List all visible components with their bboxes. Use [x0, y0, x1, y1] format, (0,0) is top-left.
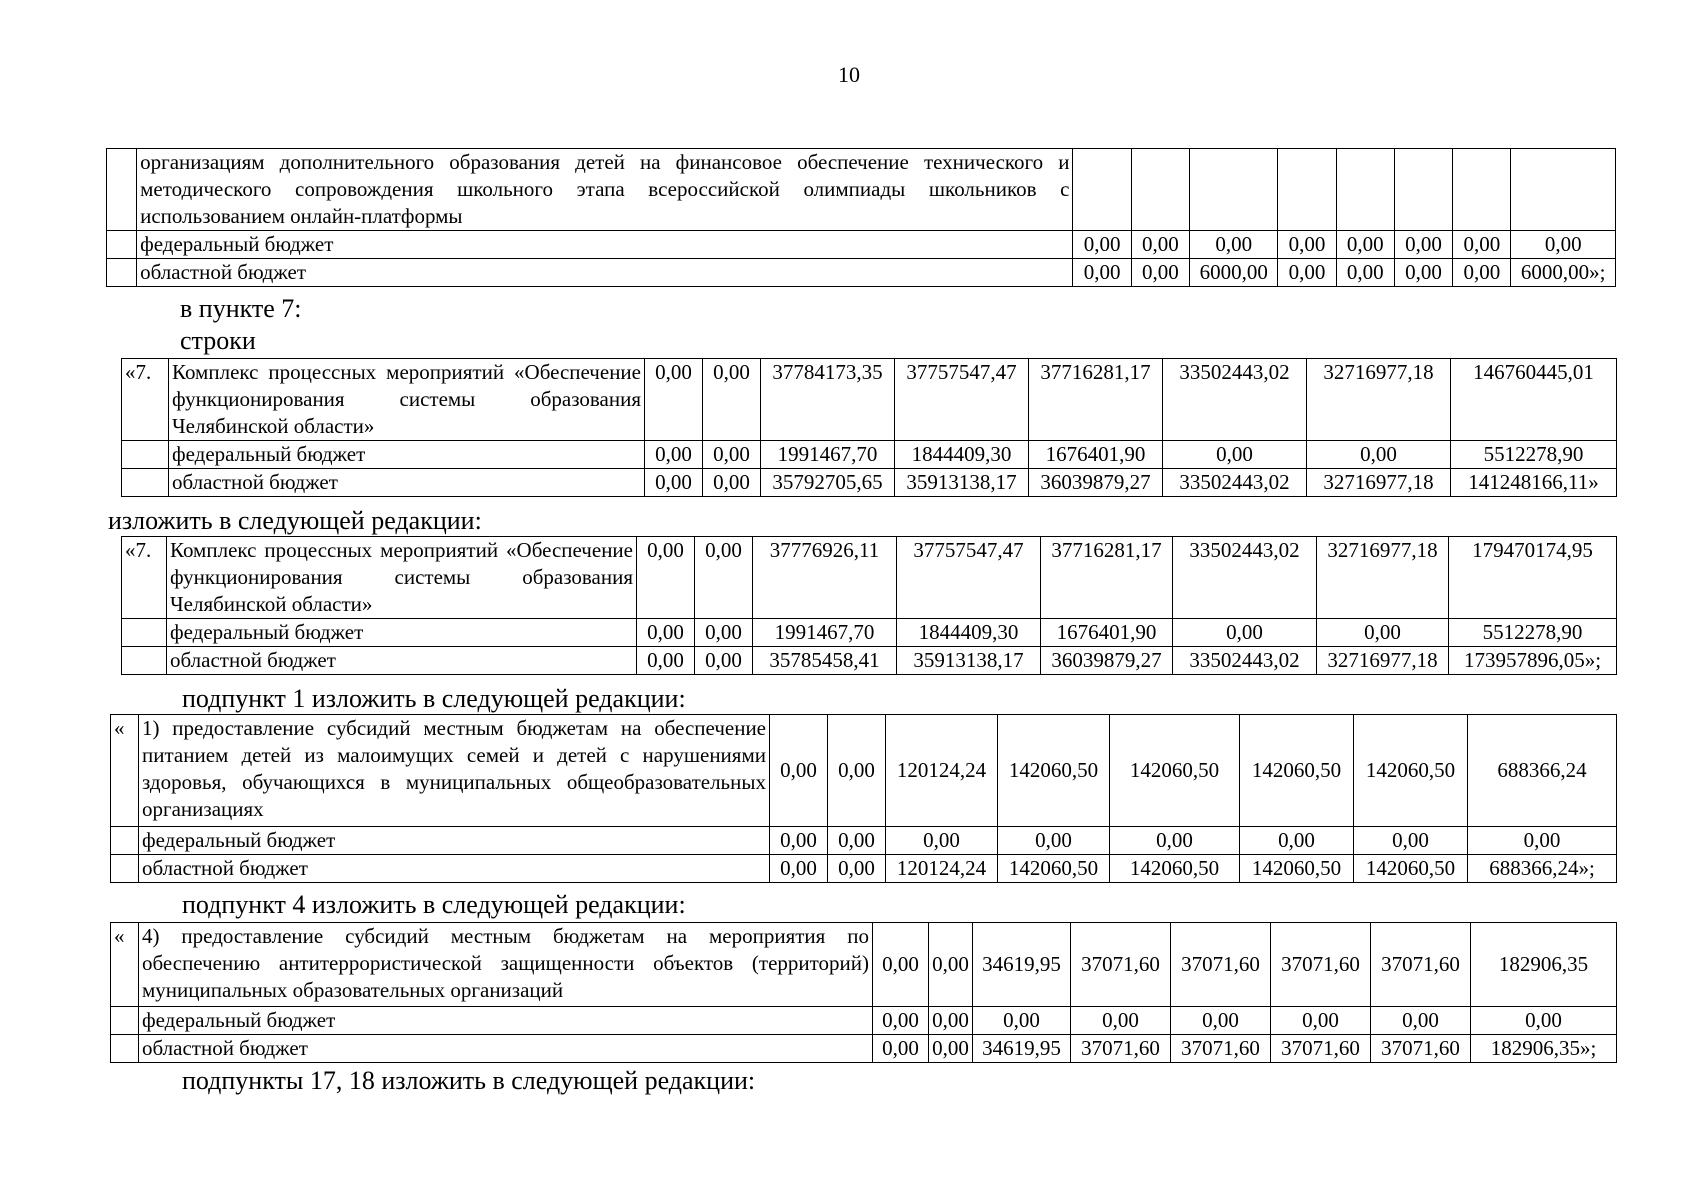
cell-value: 0,00	[645, 359, 703, 441]
cell-value: 37071,60	[1371, 923, 1471, 1007]
row-label: Комплекс процессных мероприятий «Обеспечение функционирования системы образования Челябинской области»	[169, 359, 645, 441]
cell-value: 0,00	[1073, 231, 1131, 259]
cell-value: 0,00	[1468, 827, 1617, 855]
cell-value: 0,00	[645, 441, 703, 469]
cell-value: 37784173,35	[761, 359, 895, 441]
row-label: организациям дополнительного образования детей на финансовое обеспечение технического и методического сопровождения школьного этапа всероссийской олимпиады школьников с использованием онлайн-платформы	[137, 149, 1073, 231]
cell-value: 35785458,41	[753, 647, 897, 675]
cell-value	[1511, 149, 1616, 231]
row-number	[122, 647, 167, 675]
cell-value: 0,00	[1453, 231, 1511, 259]
cell-value: 142060,50	[1240, 855, 1354, 883]
cell-value: 1844409,30	[895, 441, 1029, 469]
row-label: 4) предоставление субсидий местным бюджетам на мероприятия по обеспечению антитеррористической защищенности объектов (территорий) муниципальных образовательных организаций	[139, 923, 873, 1007]
cell-value: 33502443,02	[1163, 469, 1307, 497]
row-label: областной бюджет	[167, 647, 637, 675]
table-row	[122, 647, 1617, 675]
cell-value: 1844409,30	[897, 619, 1041, 647]
text-in-point-7: в пункте 7:	[180, 294, 302, 323]
cell-value: 0,00	[828, 827, 886, 855]
table-row	[107, 231, 1616, 259]
row-label: федеральный бюджет	[139, 1007, 873, 1035]
cell-value: 32716977,18	[1307, 469, 1451, 497]
cell-value: 0,00	[645, 469, 703, 497]
cell-value: 0,00	[973, 1007, 1071, 1035]
cell-value: 0,00	[1271, 1007, 1371, 1035]
text-subpoint-1: подпункт 1 изложить в следующей редакции:	[182, 684, 686, 713]
cell-value: 146760445,01	[1451, 359, 1617, 441]
cell-value: 5512278,90	[1449, 619, 1617, 647]
cell-value: 120124,24	[886, 715, 998, 827]
cell-value: 36039879,27	[1041, 647, 1173, 675]
cell-value: 37716281,17	[1041, 537, 1173, 619]
row-number: «	[111, 923, 139, 1007]
table-row	[111, 1035, 1617, 1063]
cell-value: 0,00	[1453, 259, 1511, 287]
cell-value: 36039879,27	[1029, 469, 1163, 497]
cell-value: 0,00	[770, 827, 828, 855]
cell-value: 142060,50	[998, 715, 1110, 827]
cell-value: 142060,50	[1110, 715, 1240, 827]
row-number	[122, 469, 169, 497]
cell-value: 1676401,90	[1041, 619, 1173, 647]
table-row	[122, 619, 1617, 647]
cell-value: 0,00	[695, 619, 753, 647]
cell-value: 37071,60	[1271, 1035, 1371, 1063]
cell-value	[1336, 149, 1394, 231]
cell-value: 0,00	[828, 715, 886, 827]
row-number	[122, 441, 169, 469]
cell-value: 0,00	[637, 619, 695, 647]
cell-value: 6000,00	[1189, 259, 1277, 287]
cell-value: 0,00	[886, 827, 998, 855]
cell-value: 0,00	[1317, 619, 1449, 647]
cell-value: 32716977,18	[1317, 537, 1449, 619]
cell-value: 0,00	[770, 715, 828, 827]
cell-value: 0,00	[1394, 259, 1452, 287]
cell-value: 0,00	[703, 359, 761, 441]
cell-value: 0,00	[1073, 259, 1131, 287]
cell-value: 0,00	[1371, 1007, 1471, 1035]
budget-table-2-old	[121, 358, 1617, 497]
row-number	[111, 1035, 139, 1063]
cell-value: 179470174,95	[1449, 537, 1617, 619]
cell-value: 37776926,11	[753, 537, 897, 619]
row-number: «7.	[122, 359, 169, 441]
cell-value: 0,00	[637, 537, 695, 619]
cell-value: 37071,60	[1071, 1035, 1171, 1063]
cell-value: 37071,60	[1371, 1035, 1471, 1063]
cell-value: 182906,35»;	[1471, 1035, 1617, 1063]
cell-value: 33502443,02	[1173, 537, 1317, 619]
row-number: «	[111, 715, 139, 827]
cell-value: 0,00	[703, 469, 761, 497]
table-row	[107, 149, 1616, 231]
row-label: федеральный бюджет	[139, 827, 770, 855]
cell-value: 1991467,70	[753, 619, 897, 647]
cell-value: 182906,35	[1471, 923, 1617, 1007]
cell-value: 120124,24	[886, 855, 998, 883]
cell-value: 0,00	[695, 647, 753, 675]
table-row	[122, 469, 1617, 497]
cell-value: 0,00	[873, 1035, 929, 1063]
row-label: областной бюджет	[137, 259, 1073, 287]
cell-value: 0,00	[998, 827, 1110, 855]
cell-value: 37071,60	[1071, 923, 1171, 1007]
budget-table-1	[106, 148, 1616, 287]
cell-value: 32716977,18	[1317, 647, 1449, 675]
text-lines: строки	[180, 326, 256, 355]
cell-value: 0,00	[1131, 259, 1189, 287]
row-number	[107, 231, 137, 259]
cell-value: 0,00	[1189, 231, 1277, 259]
row-label: областной бюджет	[169, 469, 645, 497]
row-label: областной бюджет	[139, 1035, 873, 1063]
table-row	[107, 259, 1616, 287]
cell-value: 0,00	[873, 1007, 929, 1035]
cell-value: 142060,50	[1354, 855, 1468, 883]
row-number	[107, 149, 137, 231]
cell-value: 0,00	[1278, 259, 1336, 287]
cell-value: 0,00	[1110, 827, 1240, 855]
row-label: 1) предоставление субсидий местным бюджетам на обеспечение питанием детей из малоимущих семей и детей с нарушениями здоровья, обучающихся в муниципальных общеобразовательных организациях	[139, 715, 770, 827]
table-row	[111, 715, 1617, 827]
cell-value: 5512278,90	[1451, 441, 1617, 469]
row-label: федеральный бюджет	[167, 619, 637, 647]
cell-value: 0,00	[1471, 1007, 1617, 1035]
cell-value: 0,00	[929, 1007, 973, 1035]
cell-value: 0,00	[873, 923, 929, 1007]
cell-value: 142060,50	[1354, 715, 1468, 827]
row-number	[111, 827, 139, 855]
cell-value: 1676401,90	[1029, 441, 1163, 469]
cell-value: 0,00	[1511, 231, 1616, 259]
cell-value	[1278, 149, 1336, 231]
cell-value: 688366,24»;	[1468, 855, 1617, 883]
cell-value: 0,00	[1131, 231, 1189, 259]
cell-value: 0,00	[1071, 1007, 1171, 1035]
budget-table-4	[110, 714, 1617, 883]
cell-value	[1073, 149, 1131, 231]
row-label: областной бюджет	[139, 855, 770, 883]
table-row	[122, 537, 1617, 619]
cell-value: 0,00	[1173, 619, 1317, 647]
cell-value: 0,00	[929, 1035, 973, 1063]
cell-value: 37757547,47	[897, 537, 1041, 619]
table-row	[122, 441, 1617, 469]
cell-value	[1394, 149, 1452, 231]
cell-value: 37757547,47	[895, 359, 1029, 441]
table-row	[122, 359, 1617, 441]
cell-value: 0,00	[828, 855, 886, 883]
cell-value: 0,00	[1354, 827, 1468, 855]
cell-value: 35913138,17	[895, 469, 1029, 497]
cell-value: 37071,60	[1171, 923, 1271, 1007]
table-row	[111, 827, 1617, 855]
cell-value: 1991467,70	[761, 441, 895, 469]
cell-value: 37716281,17	[1029, 359, 1163, 441]
cell-value: 0,00	[1171, 1007, 1271, 1035]
row-number	[111, 855, 139, 883]
cell-value: 34619,95	[973, 923, 1071, 1007]
budget-table-5	[110, 922, 1617, 1063]
row-label: Комплекс процессных мероприятий «Обеспечение функционирования системы образования Челябинской области»	[167, 537, 637, 619]
row-number	[122, 619, 167, 647]
cell-value: 142060,50	[1240, 715, 1354, 827]
cell-value: 142060,50	[1110, 855, 1240, 883]
cell-value: 0,00	[1307, 441, 1451, 469]
cell-value: 142060,50	[998, 855, 1110, 883]
cell-value: 0,00	[1394, 231, 1452, 259]
cell-value: 0,00	[929, 923, 973, 1007]
cell-value: 0,00	[695, 537, 753, 619]
cell-value	[1189, 149, 1277, 231]
cell-value: 0,00	[1278, 231, 1336, 259]
cell-value	[1131, 149, 1189, 231]
cell-value: 0,00	[1336, 231, 1394, 259]
cell-value: 0,00	[703, 441, 761, 469]
cell-value: 173957896,05»;	[1449, 647, 1617, 675]
cell-value: 0,00	[1336, 259, 1394, 287]
cell-value: 33502443,02	[1163, 359, 1307, 441]
page-number: 10	[838, 62, 860, 87]
row-label: федеральный бюджет	[169, 441, 645, 469]
table-row	[111, 855, 1617, 883]
table-row	[111, 1007, 1617, 1035]
cell-value: 37071,60	[1271, 923, 1371, 1007]
row-number	[107, 259, 137, 287]
cell-value: 37071,60	[1171, 1035, 1271, 1063]
row-label: федеральный бюджет	[137, 231, 1073, 259]
budget-table-3-new	[121, 536, 1617, 675]
cell-value: 32716977,18	[1307, 359, 1451, 441]
cell-value: 0,00	[770, 855, 828, 883]
text-set-out-as-follows: изложить в следующей редакции:	[108, 506, 482, 535]
cell-value: 0,00	[1163, 441, 1307, 469]
cell-value: 34619,95	[973, 1035, 1071, 1063]
cell-value: 35913138,17	[897, 647, 1041, 675]
row-number: «7.	[122, 537, 167, 619]
text-subpoints-17-18: подпункты 17, 18 изложить в следующей редакции:	[182, 1066, 756, 1095]
text-subpoint-4: подпункт 4 изложить в следующей редакции:	[182, 890, 686, 919]
cell-value: 0,00	[1240, 827, 1354, 855]
cell-value: 688366,24	[1468, 715, 1617, 827]
cell-value: 33502443,02	[1173, 647, 1317, 675]
table-row	[111, 923, 1617, 1007]
cell-value: 141248166,11»	[1451, 469, 1617, 497]
row-number	[111, 1007, 139, 1035]
cell-value: 0,00	[637, 647, 695, 675]
cell-value	[1453, 149, 1511, 231]
cell-value: 6000,00»;	[1511, 259, 1616, 287]
cell-value: 35792705,65	[761, 469, 895, 497]
